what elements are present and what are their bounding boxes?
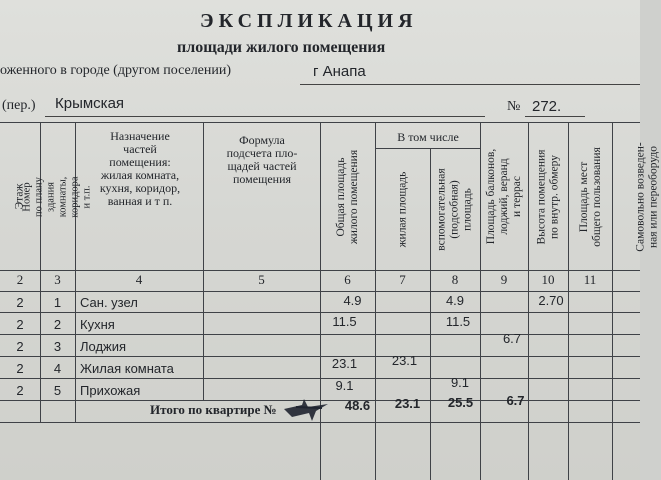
column-number: 11	[583, 272, 597, 287]
cell-room-name: Кухня	[80, 317, 115, 332]
document-subtitle: площади жилого помещения	[177, 39, 386, 56]
column-number: 7	[399, 272, 406, 287]
totals-living-area: 23.1	[394, 396, 421, 411]
number-underline	[525, 116, 585, 117]
cell-room-name: Жилая комната	[80, 361, 174, 376]
cell-balcony-area: 6.7	[502, 331, 522, 346]
street-label: (пер.)	[2, 98, 36, 113]
header-room-height: Высота помещения по внутр. обмеру	[535, 149, 561, 244]
column-divider	[203, 122, 204, 400]
location-value: г Анапа	[313, 63, 366, 80]
totals-label: Итого по квартире №	[150, 402, 277, 417]
header-purpose: Назначение частей помещения: жилая комната, кухня, коридор, ванная и т п.	[99, 129, 181, 208]
cell-living-area: 23.1	[391, 353, 418, 368]
column-number: 10	[541, 272, 555, 287]
column-number: 3	[54, 272, 61, 287]
location-label: оженного в городе (другом поселении)	[0, 63, 232, 78]
header-total-area: Общая площадь жилого помещения	[335, 149, 360, 244]
number-value: 272.	[532, 98, 562, 115]
column-number: 9	[500, 272, 508, 287]
header-common-area: Площадь мест общего пользования	[577, 146, 603, 247]
cell-room-name: Прихожая	[80, 383, 141, 398]
column-number: 4	[135, 272, 143, 287]
header-living-area: жилая площадь	[396, 171, 409, 248]
header-formula: Формула подсчета пло- щадей частей помещения	[226, 133, 298, 186]
column-number: 2	[16, 272, 24, 287]
header-floor: Этаж	[13, 183, 26, 210]
cell-room-number: 4	[53, 361, 62, 376]
column-number: 5	[258, 272, 265, 287]
cell-auxiliary-area: 9.1	[450, 375, 470, 390]
totals-auxiliary-area: 25.5	[447, 395, 474, 410]
cell-auxiliary-area: 11.5	[445, 314, 471, 329]
cell-floor: 2	[16, 317, 24, 332]
header-self-built: Самовольно возведен- ная или переоборудо	[634, 141, 660, 252]
subheader-divider	[375, 148, 480, 149]
location-underline	[300, 84, 640, 85]
cell-floor: 2	[16, 361, 24, 376]
header-in-that-number: В том числе	[397, 130, 459, 144]
column-number: 6	[344, 272, 351, 287]
header-balcony-area: Площадь балконов, лоджий, веранд и террас	[485, 148, 524, 245]
cell-total-area: 4.9	[343, 293, 362, 308]
number-label: №	[507, 99, 521, 114]
street-value: Крымская	[55, 95, 125, 112]
header-room-number: Номер по плану здания комнаты, коридора и т.п.	[22, 175, 93, 218]
cell-auxiliary-area: 4.9	[445, 293, 465, 308]
cell-floor: 2	[16, 339, 24, 354]
cell-total-area: 23.1	[331, 356, 358, 371]
ink-mark-icon	[282, 395, 332, 425]
cell-room-number: 3	[53, 339, 62, 354]
cell-room-number: 1	[53, 295, 62, 310]
totals-balcony-area: 6.7	[506, 393, 525, 408]
street-underline	[45, 116, 485, 117]
header-auxiliary-area: вспомогательная (подсобная) площадь	[436, 168, 474, 251]
cell-floor: 2	[16, 295, 24, 310]
cell-height: 2.70	[538, 293, 564, 308]
cell-room-number: 2	[53, 317, 62, 332]
cell-floor: 2	[16, 383, 24, 398]
cell-room-number: 5	[53, 383, 62, 398]
cell-room-name: Сан. узел	[80, 295, 138, 310]
cell-total-area: 9.1	[335, 378, 354, 393]
totals-total-area: 48.6	[344, 398, 371, 413]
document-title: ЭКСПЛИКАЦИЯ	[200, 10, 418, 32]
cell-room-name: Лоджия	[80, 339, 127, 354]
cell-total-area: 11.5	[332, 314, 357, 329]
column-number: 8	[451, 272, 459, 287]
